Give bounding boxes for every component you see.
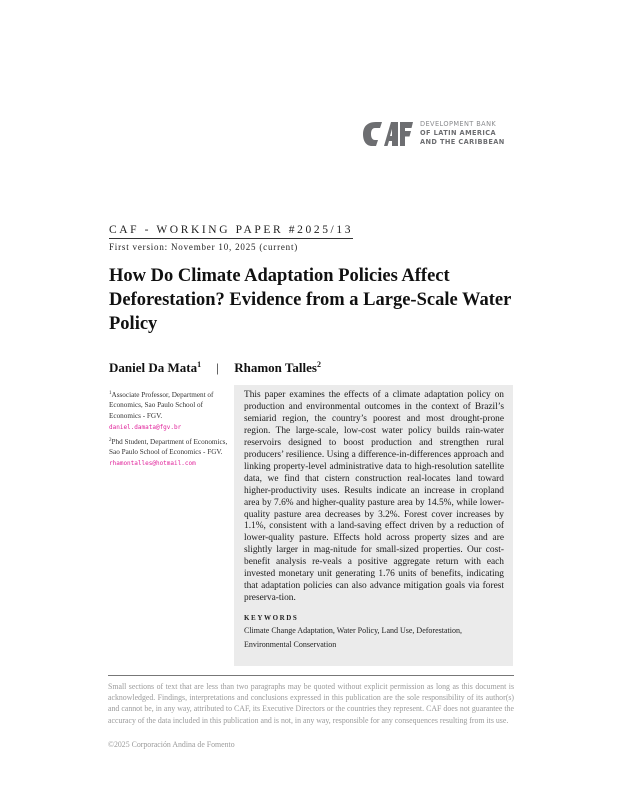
affiliation-item (109, 436, 229, 470)
disclaimer-text: Small sections of text that are less than two paragraphs may be quoted without explicit permission as long as this document is acknowledged. Findings, interpretations and conclusions expressed in this publication are the sole responsibility of its author(s) and cannot be, in any way, attributed to CAF, its Executive Directors or the countries they represent. CAF does not guarantee the accuracy of the data included in this publication and is not, in any way, responsible for any consequences resulting from its use. (108, 682, 514, 725)
affiliation-item (109, 389, 229, 434)
affiliations (109, 389, 229, 472)
affiliation-text: Associate Professor, Department of Economics, Sao Paulo School of Economics - FGV. (109, 391, 214, 420)
paper-title: How Do Climate Adaptation Policies Affect Deforestation? Evidence from a Large-Scale Water Policy (109, 266, 511, 334)
affiliation-text: Phd Student, Department of Economics, Sao Paulo School of Economics - FGV. (109, 437, 228, 457)
author-affiliation-marker: 1 (197, 360, 202, 369)
author-email-link[interactable]: rhamontalles@hotmail.com (109, 460, 196, 468)
caf-logo-mark-icon (362, 121, 414, 147)
copyright-text: ©2025 Corporación Andina de Fomento (108, 740, 235, 749)
affiliation-marker: 2 (109, 437, 112, 443)
caf-logo (362, 120, 505, 147)
author-name: Rhamon Talles (234, 360, 317, 375)
logo-line-1: DEVELOPMENT BANK (420, 120, 497, 128)
abstract-box (234, 385, 513, 666)
working-paper-header (109, 220, 353, 252)
series-label: CAF - WORKING PAPER #2025/13 (109, 224, 353, 239)
logo-wordmark (420, 120, 505, 147)
keywords-list: Climate Change Adaptation, Water Policy, Land Use, Deforestation, Environmental Conservation (244, 626, 462, 649)
abstract-text: This paper examines the effects of a climate adaptation policy on production and environmental outcomes in the context of Brazil’s semiarid region, the country’s poorest and most drought-prone region. The large-scale, low-cost water policy builds rain-water reservoirs designed to boost production and strengthen rural producers’ resilience. Using a difference-in-differences approach and linking property-level administrative data to high-resolution satellite data, we find that cistern construction real-locates land toward higher-productivity uses. Results indicate an increase in cropland area by 7.6% and higher-quality pasture area by 14.5%, while lower-quality pasture area decreases by 3.2%. Forest cover increases by 1.1%, consistent with a land-saving effect driven by a reduction of lower-quality pasture. Effects hold across property sizes and are slightly larger in mag-nitude for small-sized properties. Our cost-benefit analysis re-veals a positive aggregate return with each invested monetary unit generating 1.76 units of benefits, indicating that adaptation policies can also advance mitigation goals via forest preserva-tion. (244, 390, 504, 604)
author-affiliation-marker: 2 (316, 360, 321, 369)
author-name: Daniel Da Mata (109, 360, 198, 375)
version-label: First version: November 10, 2025 (current) (109, 242, 299, 252)
affiliation-marker: 1 (109, 391, 112, 396)
logo-line-2: OF LATIN AMERICA (420, 129, 497, 137)
keywords-label: KEYWORDS (244, 614, 299, 623)
footer-divider (108, 675, 514, 676)
author-list (109, 360, 321, 376)
logo-line-3: AND THE CARIBBEAN (420, 138, 505, 146)
author-separator: | (216, 360, 219, 375)
author-email-link[interactable]: daniel.damata@fgv.br (109, 424, 182, 432)
